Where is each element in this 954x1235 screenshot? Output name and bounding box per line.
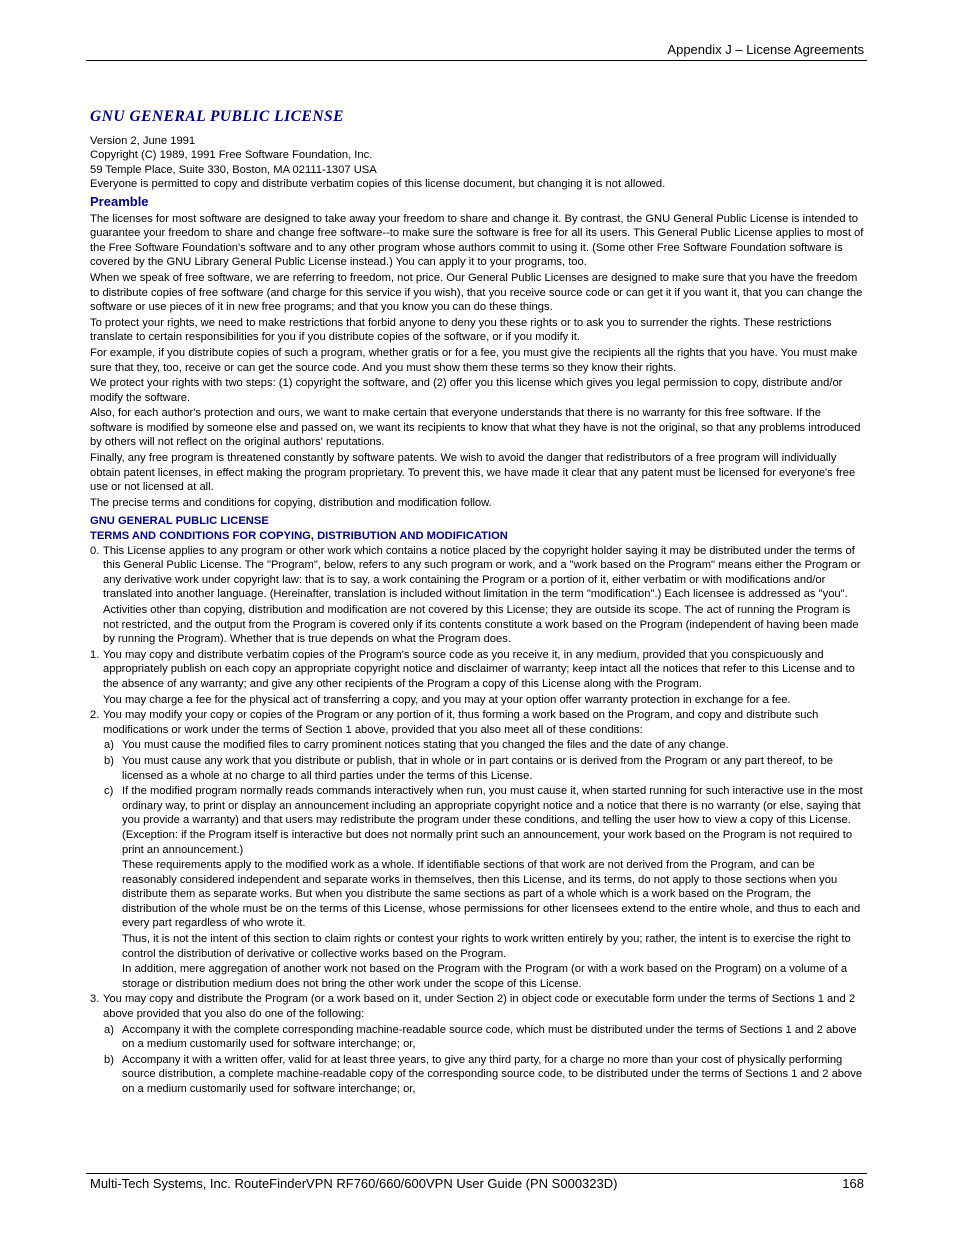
license-title <box>90 110 866 125</box>
header-rule <box>86 60 867 61</box>
page-header: Appendix J – License Agreements <box>667 42 864 57</box>
permission-line: Everyone is permitted to copy and distribute verbatim copies of this license document, but changing it is not allowed. <box>90 178 666 191</box>
term-paragraph: You may charge a fee for the physical act of transferring a copy, and you may at your option offer warranty protection in exchange for a fee. <box>103 693 791 706</box>
footer-rule <box>86 1173 867 1174</box>
preamble-paragraph: For example, if you distribute copies of such a program, whether gratis or for a fee, you must give the recipients all the rights that you have. You must make sure that they, too, receive or can get the source code. And you must show them these terms so they know their rights. <box>90 346 858 374</box>
subterm-letter: c) <box>104 785 114 798</box>
license-title-text: GNU GENERAL PUBLIC LICENSE <box>90 108 345 125</box>
preamble-heading: Preamble <box>90 193 149 209</box>
term-3 <box>90 992 866 1021</box>
term-3-b <box>90 1053 866 1097</box>
term-paragraph: You may copy and distribute the Program (or a work based on it, under Section 2) in object code or executable form under the terms of Sections 1 and 2 above provided that you also do one of the following: <box>103 993 856 1021</box>
subterm-paragraph: These requirements apply to the modified work as a whole. If identifiable sections of that work are not derived from the Program, and can be reasonably considered independent and separate works in themselves, then this License, and its terms, do not apply to those sections when you distribute them as separate works. But when you distribute the same sections as part of a whole which is a work based on the Program, the distribution of the whole must be on the terms of this License, whose permissions for other licensees extend to the entire whole, and thus to each and every part regardless of who wrote it. <box>122 859 861 930</box>
term-2-c <box>90 784 866 991</box>
terms-heading-license: GNU GENERAL PUBLIC LICENSE <box>90 515 269 528</box>
copyright-line: Copyright (C) 1989, 1991 Free Software Foundation, Inc. <box>90 149 373 162</box>
subterm-paragraph: Thus, it is not the intent of this section to claim rights or contest your rights to work written entirely by you; rather, the intent is to exercise the right to control the distribution of derivative or collective works based on the Program. <box>122 933 851 960</box>
subterm-letter: a) <box>104 1023 114 1036</box>
subterm-paragraph: If the modified program normally reads commands interactively when run, you must cause it, when started running for such interactive use in the most ordinary way, to print or display an announcement including an appropriate copyright notice and a notice that there is no warranty (or else, saying that you provide a warranty) and that users may redistribute the program under these conditions, and telling the user how to view a copy of this License. (Exception: if the Program itself is interactive but does not normally print such an announcement, your work based on the Program is not required to print an announcement.) <box>122 785 863 856</box>
term-paragraph: This License applies to any program or other work which contains a notice placed by the copyright holder saying it may be distributed under the terms of this General Public License. The "Program", below, refers to any such program or work, and a "work based on the Program" means either the Program or any derivative work under copyright law: that is to say, a work containing the Program or a portion of it, either verbatim or with modifications and/or translated into another language. (Hereinafter, translation is included without limitation in the term "modification".) Each licensee is addressed as "you". <box>103 544 861 601</box>
subterm-letter: a) <box>104 739 114 752</box>
term-2-a <box>90 738 866 753</box>
version-line: Version 2, June 1991 <box>90 134 196 147</box>
subterm-paragraph: You must cause any work that you distribute or publish, that in whole or in part contains or is derived from the Program or any part thereof, to be licensed as a whole at no charge to all third parties under the terms of this License. <box>122 754 833 782</box>
subterm-paragraph: You must cause the modified files to carry prominent notices stating that you changed the files and the date of any change. <box>122 739 729 752</box>
term-number: 3. <box>90 993 100 1006</box>
document-body <box>90 110 866 1098</box>
term-2 <box>90 708 866 737</box>
address-line: 59 Temple Place, Suite 330, Boston, MA 02111-1307 USA <box>90 163 377 176</box>
preamble-paragraph: Also, for each author's protection and ours, we want to make certain that everyone understands that there is no warranty for this free software. If the software is modified by someone else and passed on, we want its recipients to know that what they have is not the original, so that any problems introduced by others will not reflect on the original authors' reputations. <box>90 407 861 449</box>
footer-doc-title: Multi-Tech Systems, Inc. RouteFinderVPN RF760/660/600VPN User Guide (PN S000323D) <box>90 1176 618 1191</box>
subterm-paragraph: In addition, mere aggregation of another work not based on the Program with the Program (or with a work based on the Program) on a volume of a storage or distribution medium does not bring the other work under the scope of this License. <box>122 963 848 990</box>
subterm-paragraph: Accompany it with the complete corresponding machine-readable source code, which must be distributed under the terms of Sections 1 and 2 above on a medium customarily used for software interchange; or, <box>122 1023 857 1051</box>
term-paragraph: Activities other than copying, distribution and modification are not covered by this License; they are outside its scope. The act of running the Program is not restricted, and the output from the Program is covered only if its contents constitute a work based on the Program (independent of having been made by running the Program). Whether that is true depends on what the Program does. <box>103 604 859 646</box>
term-0 <box>90 544 866 647</box>
preamble-paragraph: We protect your rights with two steps: (1) copyright the software, and (2) offer you this license which gives you legal permission to copy, distribute and/or modify the software. <box>90 377 843 404</box>
term-3-a <box>90 1023 866 1052</box>
term-number: 1. <box>90 648 100 661</box>
preamble-paragraph: The precise terms and conditions for copying, distribution and modification follow. <box>90 496 492 509</box>
term-number: 0. <box>90 544 100 557</box>
preamble-paragraph: Finally, any free program is threatened constantly by software patents. We wish to avoid the danger that redistributors of a free program will individually obtain patent licenses, in effect making the program proprietary. To prevent this, we have made it clear that any patent must be licensed for everyone's free use or not licensed at all. <box>90 452 856 494</box>
terms-heading-conditions: TERMS AND CONDITIONS FOR COPYING, DISTRIBUTION AND MODIFICATION <box>90 530 508 543</box>
subterm-letter: b) <box>104 754 114 767</box>
subterm-letter: b) <box>104 1053 114 1066</box>
page-number: 168 <box>842 1176 864 1191</box>
term-2-b <box>90 754 866 783</box>
term-paragraph: You may modify your copy or copies of the Program or any portion of it, thus forming a work based on the Program, and copy and distribute such modifications or work under the terms of Section 1 above, provided that you also meet all of these conditions: <box>103 709 819 736</box>
subterm-paragraph: Accompany it with a written offer, valid for at least three years, to give any third party, for a charge no more than your cost of physically performing source distribution, a complete machine-readable copy of the corresponding source code, to be distributed under the terms of Sections 1 and 2 above on a medium customarily used for software interchange; or, <box>122 1053 863 1095</box>
term-1 <box>90 648 866 707</box>
term-paragraph: You may copy and distribute verbatim copies of the Program's source code as you receive it, in any medium, provided that you conspicuously and appropriately publish on each copy an appropriate copyright notice and disclaimer of warranty; keep intact all the notices that refer to this License and to the absence of any warranty; and give any other recipients of the Program a copy of this License along with the Program. <box>103 648 855 690</box>
preamble-paragraph: When we speak of free software, we are referring to freedom, not price. Our General Public Licenses are designed to make sure that you have the freedom to distribute copies of free software (and charge for this service if you wish), that you receive source code or can get it if you want it, that you can change the software or use pieces of it in new free programs; and that you know you can do these things. <box>90 271 863 314</box>
term-number: 2. <box>90 709 100 722</box>
preamble-paragraph: To protect your rights, we need to make restrictions that forbid anyone to deny you these rights or to ask you to surrender the rights. These restrictions translate to certain responsibilities for you if you distribute copies of the software, or if you modify it. <box>90 316 832 344</box>
terms-list <box>90 544 866 1097</box>
preamble-paragraph: The licenses for most software are designed to take away your freedom to share and change it. By contrast, the GNU General Public License is intended to guarantee your freedom to share and change free software--to make sure the software is free for all its users. This General Public License applies to most of the Free Software Foundation's software and to any other program whose authors commit to using it. (Some other Free Software Foundation software is covered by the GNU Library General Public License instead.) You can apply it to your programs, too. <box>90 212 864 269</box>
